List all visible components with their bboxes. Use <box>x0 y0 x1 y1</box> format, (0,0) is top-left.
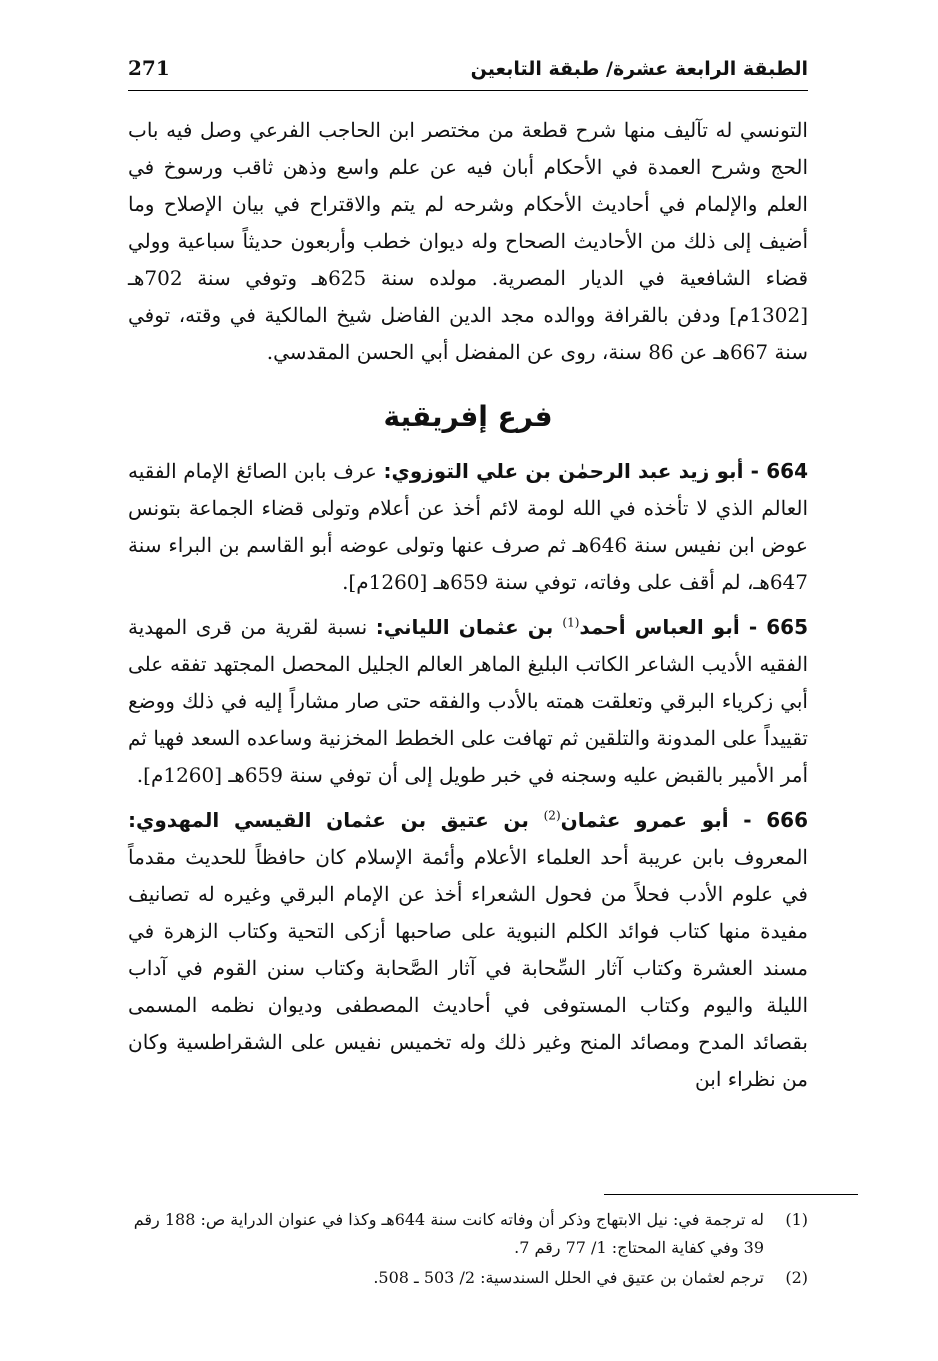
entry-664 <box>128 453 808 601</box>
footnote-2-text: ترجم لعثمان بن عتيق في الحلل السندسية: 2/ 503 ـ 508. <box>373 1268 764 1287</box>
footnote-2 <box>128 1264 808 1292</box>
entry-666-text: المعروف بابن عريبة أحد العلماء الأعلام وأئمة الإسلام كان حافظاً للحديث مقدماً في علوم الأدب فحلاً من فحول الشعراء أخذ عن الإمام البرقي وغيره له تصانيف مفيدة منها كتاب فوائد الكلم النبوية على صاحبها أزكى التحية وكتاب الزهرة في مسند العشرة وكتاب آثار السِّحابة في آثار الصَّحابة وكتاب سنن القوم في آداب الليلة واليوم وكتاب المستوفى في أحاديث المصطفى وديوان نظمه المسمى بقصائد المدح ومصائد المنح وغير ذلك وله تخميس نفيس على الشقراطسية وكان من نظراء ابن <box>128 845 808 1091</box>
section-heading: فرع إفريقية <box>383 400 553 433</box>
footnote-2-number: (2) <box>785 1268 808 1287</box>
entry-664-name: 664 - أبو زيد عبد الرحمٰن بن علي التوزوي: <box>383 459 808 483</box>
entry-665-name: 665 - أبو العباس أحمد <box>579 615 809 639</box>
page-body <box>128 112 808 1098</box>
footnote-1-text: له ترجمة في: نيل الابتهاج وذكر أن وفاته كانت سنة 644هـ وكذا في عنوان الدراية ص: 188 رقم 39 وفي كفاية المحتاج: 1/ 77 رقم 7. <box>133 1210 764 1257</box>
running-title: الطبقة الرابعة عشرة/ طبقة التابعين <box>470 58 808 80</box>
entry-666 <box>128 802 808 1098</box>
footnote-1 <box>128 1206 808 1262</box>
intro-paragraph: التونسي له تآليف منها شرح قطعة من مختصر ابن الحاجب الفرعي وصل فيه باب الحج وشرح العمدة في الأحكام أبان فيه عن علم واسع وذهن ثاقب ورسوخ في العلم والإلمام في أحاديث الأحكام وشرحه لم يتم والاقتراح في بيان الإصلاح وما أضيف إلى ذلك من الأحاديث الصحاح وله ديوان خطب وأربعون حديثاً سباعية وولي قضاء الشافعية في الديار المصرية. مولده سنة 625هـ وتوفي سنة 702هـ [1302م] ودفن بالقرافة ووالده مجد الدين الفاضل شيخ المالكية في وقته، توفي سنة 667هـ عن 86 سنة، روى عن المفضل أبي الحسن المقدسي. <box>128 118 809 364</box>
entry-666-name: 666 - أبو عمرو عثمان <box>560 808 808 832</box>
entry-665-text: نسبة لقرية من قرى المهدية الفقيه الأديب الشاعر الكاتب البليغ الماهر العالم الجليل المحصل المجتهد تفقه على أبي زكرياء البرقي وتعلقت همته بالأدب والفقه حتى صار مشاراً إليه في ذلك ووضع تقييداً على المدونة والتلقين ثم تهافت على الخطط المخزنية وساعده السعد فهيا ثم أمر الأمير بالقبض عليه وسجنه في خبر طويل إلى أن توفي سنة 659هـ [1260م]. <box>128 615 808 787</box>
header-divider <box>128 90 808 91</box>
entry-666-name-cont: بن عتيق بن عثمان القيسي المهدوي: <box>128 808 544 832</box>
footnote-1-number: (1) <box>785 1210 808 1229</box>
entry-665-name-cont: بن عثمان اللياني: <box>375 615 563 639</box>
entry-664-text: عرف بابن الصائغ الإمام الفقيه العالم الذي لا تأخذه في الله لومة لائم أخذ عن أعلام وتولى قضاء الجماعة بتونس عوض ابن نفيس سنة 646هـ ثم صرف عنها وتولى عوضه أبو القاسم بن البراء سنة 647هـ، لم أقف على وفاته، توفي سنة 659هـ [1260م]. <box>128 459 808 594</box>
footnote-divider <box>604 1194 858 1195</box>
page-number: 271 <box>128 56 170 80</box>
footnote-ref-2[interactable]: (2) <box>543 808 561 823</box>
footnote-ref-1[interactable]: (1) <box>562 615 580 630</box>
page-header <box>128 56 808 88</box>
entry-665 <box>128 609 808 794</box>
footnotes <box>128 1206 808 1294</box>
